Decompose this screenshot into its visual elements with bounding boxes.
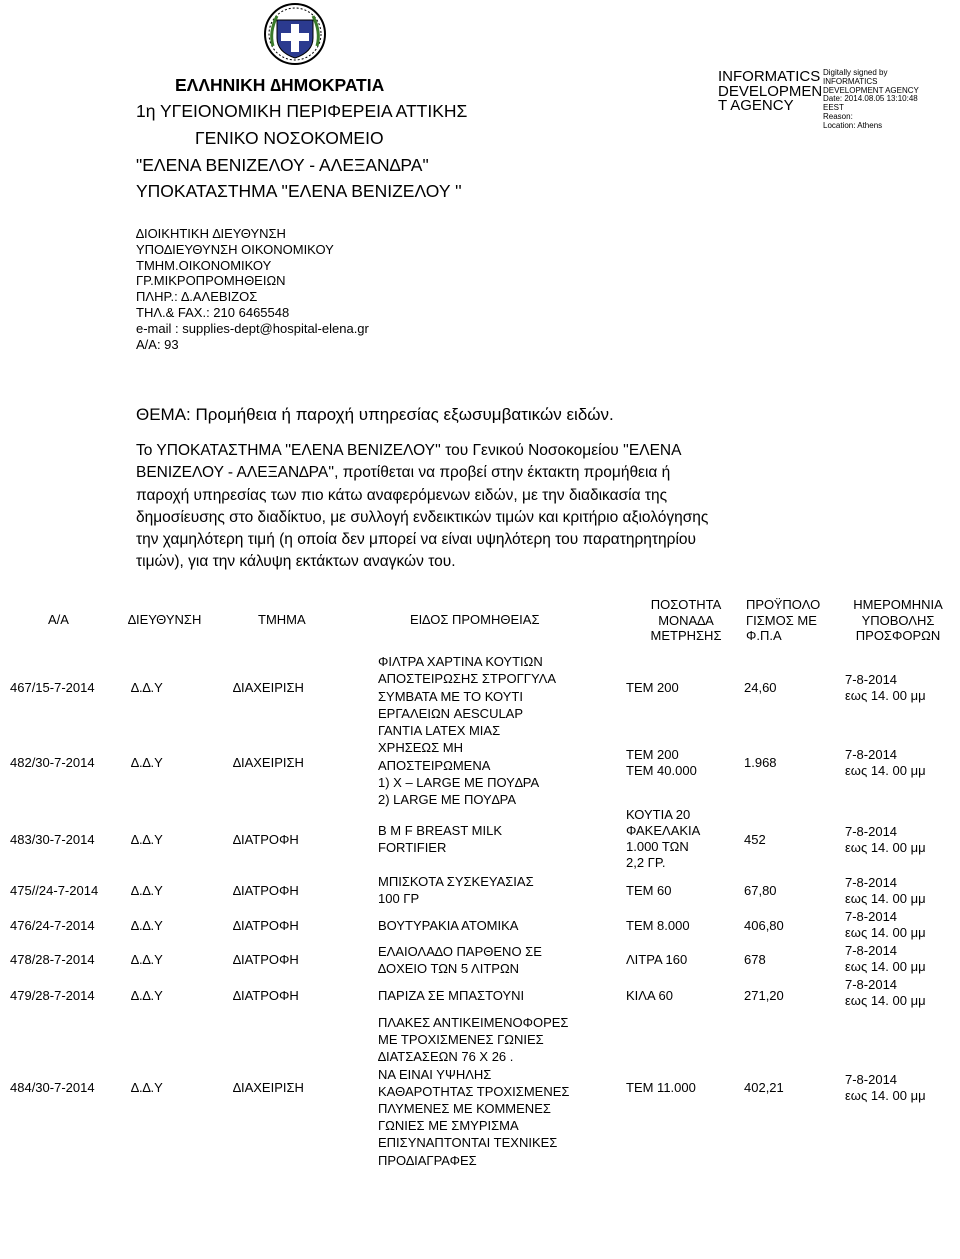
signature-line: INFORMATICS — [718, 68, 821, 85]
hospital-type: ΓΕΝΙΚΟ ΝΟΣΟΚΟΜΕΙΟ — [195, 128, 384, 148]
deadline-date: 7-8-2014 — [845, 747, 898, 762]
row-department: ∆ΙΑΤΡΟΦΗ — [233, 883, 299, 898]
row-department: ∆ΙΑΧΕΙΡΙΣΗ — [233, 680, 304, 695]
row-quantity: ΤΕΜ 200 — [626, 680, 679, 695]
item-line: ΠΛΑΚΕΣ ΑΝΤΙΚΕΙΜΕΝΟΦΟΡΕΣ — [378, 1015, 569, 1030]
department-line: ΥΠΟ∆ΙΕΥΘΥΝΣΗ ΟΙΚΟΝΟΜΙΚΟΥ — [136, 241, 334, 257]
item-line: ΑΠΟΣΤΕΙΡΩΣΗΣ ΣΤΡΟΓΓΥΛΑ — [378, 671, 557, 687]
item-line: ΕΠΙΣΥΝΑΠΤΟΝΤΑΙ ΤΕΧΝΙΚΕΣ — [378, 1135, 558, 1151]
item-line: ΠΛΥΜΕΝΕΣ ΜΕ ΚΟΜΜΕΝΕΣ — [378, 1101, 551, 1117]
item-line: ΦΙΛΤΡΑ ΧΑΡΤΙΝΑ ΚΟΥΤΙΩΝ — [378, 654, 543, 669]
row-directorate: ∆.∆.Υ — [131, 832, 163, 847]
quantity-line: ΤΕΜ 40.000 — [626, 763, 697, 778]
row-aa: 478/28-7-2014 — [10, 952, 95, 967]
row-directorate: ∆.∆.Υ — [131, 918, 163, 933]
item-line: ΓΑΝΤΙΑ LATEX ΜΙΑΣ — [378, 723, 501, 739]
hellenic-republic-seal-icon — [263, 2, 327, 66]
row-department: ∆ΙΑΤΡΟΦΗ — [233, 988, 299, 1003]
col-header-item: ΕΙ∆ΟΣ ΠΡΟΜΗΘΕΙΑΣ — [410, 612, 540, 627]
signature-detail: Location: Athens — [823, 120, 883, 130]
item-line: ΠΡΟ∆ΙΑΓΡΑΦΕΣ — [378, 1152, 477, 1168]
header-line: ΥΠΟΒΟΛΗΣ — [861, 612, 935, 628]
signature-detail: EEST — [823, 103, 844, 113]
row-budget: 24,60 — [744, 680, 777, 695]
department-line: Α/Α: 93 — [136, 336, 179, 352]
row-quantity: ΤΕΜ 8.000 — [626, 918, 690, 933]
quantity-line: 1.000 ΤΩΝ — [626, 839, 689, 854]
quantity-line: ΤΕΜ 200 — [626, 747, 679, 762]
row-aa: 479/28-7-2014 — [10, 988, 95, 1003]
item-line: FORTIFIER — [378, 840, 447, 856]
signature-line: T AGENCY — [718, 97, 794, 114]
row-aa: 484/30-7-2014 — [10, 1080, 95, 1095]
row-item: ΠΑΡΙΖΑ ΣΕ ΜΠΑΣΤΟΥΝΙ — [378, 988, 525, 1003]
row-deadline — [845, 977, 926, 1008]
row-quantity — [626, 807, 700, 871]
body-line: τιμών), για την κάλυψη εκτάκτων αναγκών του. — [136, 553, 456, 571]
item-description-block — [378, 873, 534, 908]
signature-detail: Date: 2014.08.05 13:10:48 — [823, 94, 918, 104]
row-aa: 483/30-7-2014 — [10, 832, 95, 847]
item-line: ΝΑ ΕΙΝΑΙ ΥΨΗΛΗΣ — [378, 1066, 492, 1082]
item-line: 1) X – LARGE ΜΕ ΠΟΥ∆ΡΑ — [378, 775, 540, 791]
deadline-time: εως 14. 00 μμ — [845, 890, 926, 906]
subject-line: ΘΕΜΑ: Προμήθεια ή παροχή υπηρεσίας εξωσυμβατικών ειδών. — [136, 405, 614, 424]
item-description-block — [378, 653, 556, 809]
header-line: ΗΜΕΡΟΜΗΝΙΑ — [853, 597, 943, 612]
header-line: ΠΡΟΫΠΟΛΟ — [746, 597, 821, 612]
row-quantity — [626, 747, 697, 779]
deadline-time: εως 14. 00 μμ — [845, 762, 926, 778]
deadline-date: 7-8-2014 — [845, 977, 898, 992]
quantity-line: ΚΟΥΤΙΑ 20 — [626, 807, 691, 822]
row-directorate: ∆.∆.Υ — [131, 1080, 163, 1095]
row-item: ΒΟΥΤΥΡΑΚΙΑ ΑΤΟΜΙΚΑ — [378, 918, 519, 933]
item-line: ΚΑΘΑΡΟΤΗΤΑΣ ΤΡΟΧΙΣΜΕΝΕΣ — [378, 1083, 570, 1099]
row-quantity: ΤΕΜ 11.000 — [626, 1080, 696, 1095]
hospital-branch: ΥΠΟΚΑΤΑΣΤΗΜΑ ''ΕΛΕΝΑ ΒΕΝΙΖΕΛΟΥ '' — [136, 181, 462, 201]
item-line: ∆ΙΑΤΣΑΣΕΩΝ 76 Χ 26 . — [378, 1049, 514, 1065]
deadline-time: εως 14. 00 μμ — [845, 839, 926, 855]
body-line: ΒΕΝΙΖΕΛΟΥ - ΑΛΕΞΑΝ∆ΡΑ'', προτίθεται να προβεί στην έκτακτη προμήθεια ή — [136, 464, 671, 482]
row-budget: 402,21 — [744, 1080, 784, 1095]
row-directorate: ∆.∆.Υ — [131, 988, 163, 1003]
header-line: ΜΕΤΡΗΣΗΣ — [650, 628, 722, 643]
item-line: ΕΛΑΙΟΛΑ∆Ο ΠΑΡΘΕΝΟ ΣΕ — [378, 944, 542, 959]
deadline-time: εως 14. 00 μμ — [845, 958, 926, 974]
col-header-quantity — [640, 597, 732, 644]
col-header-budget — [746, 597, 820, 644]
row-department: ∆ΙΑΧΕΙΡΙΣΗ — [233, 755, 304, 770]
row-department: ∆ΙΑΧΕΙΡΙΣΗ — [233, 1080, 304, 1095]
row-department: ∆ΙΑΤΡΟΦΗ — [233, 952, 299, 967]
row-budget: 678 — [744, 952, 766, 967]
item-line: 100 ΓΡ — [378, 891, 420, 907]
item-line: ΜΕ ΤΡΟΧΙΣΜΕΝΕΣ ΓΩΝΙΕΣ — [378, 1032, 544, 1048]
row-directorate: ∆.∆.Υ — [131, 883, 163, 898]
item-line: ΧΡΗΣΕΩΣ ΜΗ — [378, 740, 464, 756]
signature-line: DEVELOPMEN — [718, 82, 823, 100]
body-line: δημοσίευσης στο διαδίκτυο, με συλλογή ενδεικτικών τιμών και κριτήριο αξιολόγησης — [136, 508, 709, 526]
department-line: ΓΡ.ΜΙΚΡΟΠΡΟΜΗΘΕΙΩΝ — [136, 273, 286, 289]
header-line: Φ.Π.Α — [746, 628, 782, 643]
row-budget: 406,80 — [744, 918, 784, 933]
deadline-date: 7-8-2014 — [845, 909, 898, 924]
row-budget: 67,80 — [744, 883, 777, 898]
body-line: την χαμηλότερη τιμή (η οποία δεν μπορεί να είναι υψηλότερη του παρατηρητηρίου — [136, 531, 697, 549]
body-line: παροχή υπηρεσίας των πιο κάτω αναφερόμενων ειδών, με την διαδικασία της — [136, 486, 668, 504]
item-line: 2) LARGE ΜΕ ΠΟΥ∆ΡΑ — [378, 792, 517, 808]
signature-detail: Digitally signed by — [823, 68, 888, 77]
row-directorate: ∆.∆.Υ — [131, 755, 163, 770]
department-line: ΠΛΗΡ.: ∆.ΑΛΕΒΙΖΟΣ — [136, 289, 258, 305]
deadline-time: εως 14. 00 μμ — [845, 924, 926, 940]
signature-details — [823, 69, 919, 131]
deadline-time: εως 14. 00 μμ — [845, 1087, 926, 1103]
item-description-block — [378, 822, 502, 857]
row-deadline — [845, 1072, 926, 1103]
row-budget: 271,20 — [744, 988, 784, 1003]
row-aa: 467/15-7-2014 — [10, 680, 95, 695]
item-line: B M F BREAST MILK — [378, 823, 503, 838]
col-header-aa: Α/Α — [48, 612, 69, 627]
department-line: e-mail : supplies-dept@hospital-elena.gr — [136, 320, 369, 336]
deadline-time: εως 14. 00 μμ — [845, 992, 926, 1008]
signature-detail: Reason: — [823, 111, 853, 121]
signature-detail: INFORMATICS — [823, 76, 878, 86]
row-quantity: ΚΙΛΑ 60 — [626, 988, 673, 1003]
header-line: ΠΡΟΣΦΟΡΩΝ — [855, 628, 941, 643]
col-header-department: ΤΜΗΜΑ — [258, 612, 306, 627]
hospital-name: "ΕΛΕΝΑ ΒΕΝΙΖΕΛΟΥ - ΑΛΕΞΑΝ∆ΡΑ" — [136, 155, 429, 175]
deadline-date: 7-8-2014 — [845, 672, 898, 687]
item-line: ΓΩΝΙΕΣ ΜΕ ΣΜΥΡΙΣΜΑ — [378, 1118, 519, 1134]
row-deadline — [845, 824, 926, 855]
row-deadline — [845, 672, 926, 703]
row-quantity: ΤΕΜ 60 — [626, 883, 672, 898]
country-name: ΕΛΛΗΝΙΚΗ ∆ΗΜΟΚΡΑΤΙΑ — [175, 75, 385, 95]
deadline-date: 7-8-2014 — [845, 1072, 898, 1087]
row-budget: 452 — [744, 832, 766, 847]
row-item — [378, 1014, 569, 1169]
body-paragraph — [136, 440, 816, 574]
item-line: ∆ΟΧΕΙΟ ΤΩΝ 5 ΛΙΤΡΩΝ — [378, 961, 520, 976]
deadline-time: εως 14. 00 μμ — [845, 687, 926, 703]
col-header-deadline — [848, 597, 948, 644]
row-quantity: ΛΙΤΡΑ 160 — [626, 952, 688, 967]
row-aa: 482/30-7-2014 — [10, 755, 95, 770]
row-item — [378, 943, 542, 977]
row-deadline — [845, 943, 926, 974]
row-deadline — [845, 875, 926, 906]
row-aa: 476/24-7-2014 — [10, 918, 95, 933]
row-deadline — [845, 909, 926, 940]
col-header-directorate: ∆ΙΕΥΘΥΝΣΗ — [128, 612, 202, 627]
deadline-date: 7-8-2014 — [845, 943, 898, 958]
row-budget: 1.968 — [744, 755, 777, 770]
item-line: ΜΠΙΣΚΟΤΑ ΣΥΣΚΕΥΑΣΙΑΣ — [378, 874, 534, 889]
header-line: ΜΟΝΑ∆Α — [658, 612, 714, 628]
department-line: ΤΗΛ.& FAX.: 210 6465548 — [136, 304, 290, 320]
row-deadline — [845, 747, 926, 778]
signature-detail: DEVELOPMENT AGENCY — [823, 85, 919, 95]
item-line: ΣΥΜΒΑΤΑ ΜΕ ΤΟ ΚΟΥΤΙ — [378, 688, 523, 704]
department-line: ΤΜΗΜ.ΟΙΚΟΝΟΜΙΚΟΥ — [136, 257, 272, 273]
row-aa: 475//24-7-2014 — [10, 883, 99, 898]
row-department: ∆ΙΑΤΡΟΦΗ — [233, 832, 299, 847]
body-line: Το ΥΠΟΚΑΤΑΣΤΗΜΑ ''ΕΛΕΝΑ ΒΕΝΙΖΕΛΟΥ'' του Γενικού Νοσοκομείου ''ΕΛΕΝΑ — [136, 442, 682, 459]
row-directorate: ∆.∆.Υ — [131, 952, 163, 967]
row-department: ∆ΙΑΤΡΟΦΗ — [233, 918, 299, 933]
health-region: 1η ΥΓΕΙΟΝΟΜΙΚΗ ΠΕΡΙΦΕΡΕΙΑ ΑΤΤΙΚΗΣ — [136, 101, 468, 121]
department-line: ∆ΙΟΙΚΗΤΙΚΗ ∆ΙΕΥΘΥΝΣΗ — [136, 226, 286, 241]
header-line: ΓΙΣΜΟΣ ΜΕ — [746, 612, 817, 628]
deadline-date: 7-8-2014 — [845, 875, 898, 890]
quantity-line: ΦΑΚΕΛΑΚΙΑ — [626, 823, 701, 838]
department-block — [136, 226, 369, 352]
row-directorate: ∆.∆.Υ — [131, 680, 163, 695]
item-line: ΑΠΟΣΤΕΙΡΩΜΕΝΑ — [378, 757, 491, 773]
header-line: ΠΟΣΟΤΗΤΑ — [650, 597, 722, 612]
quantity-line: 2,2 ΓΡ. — [626, 855, 666, 870]
signature-block — [718, 70, 822, 114]
item-line: ΕΡΓΑΛΕΙΩΝ AESCULAP — [378, 705, 524, 721]
deadline-date: 7-8-2014 — [845, 824, 898, 839]
